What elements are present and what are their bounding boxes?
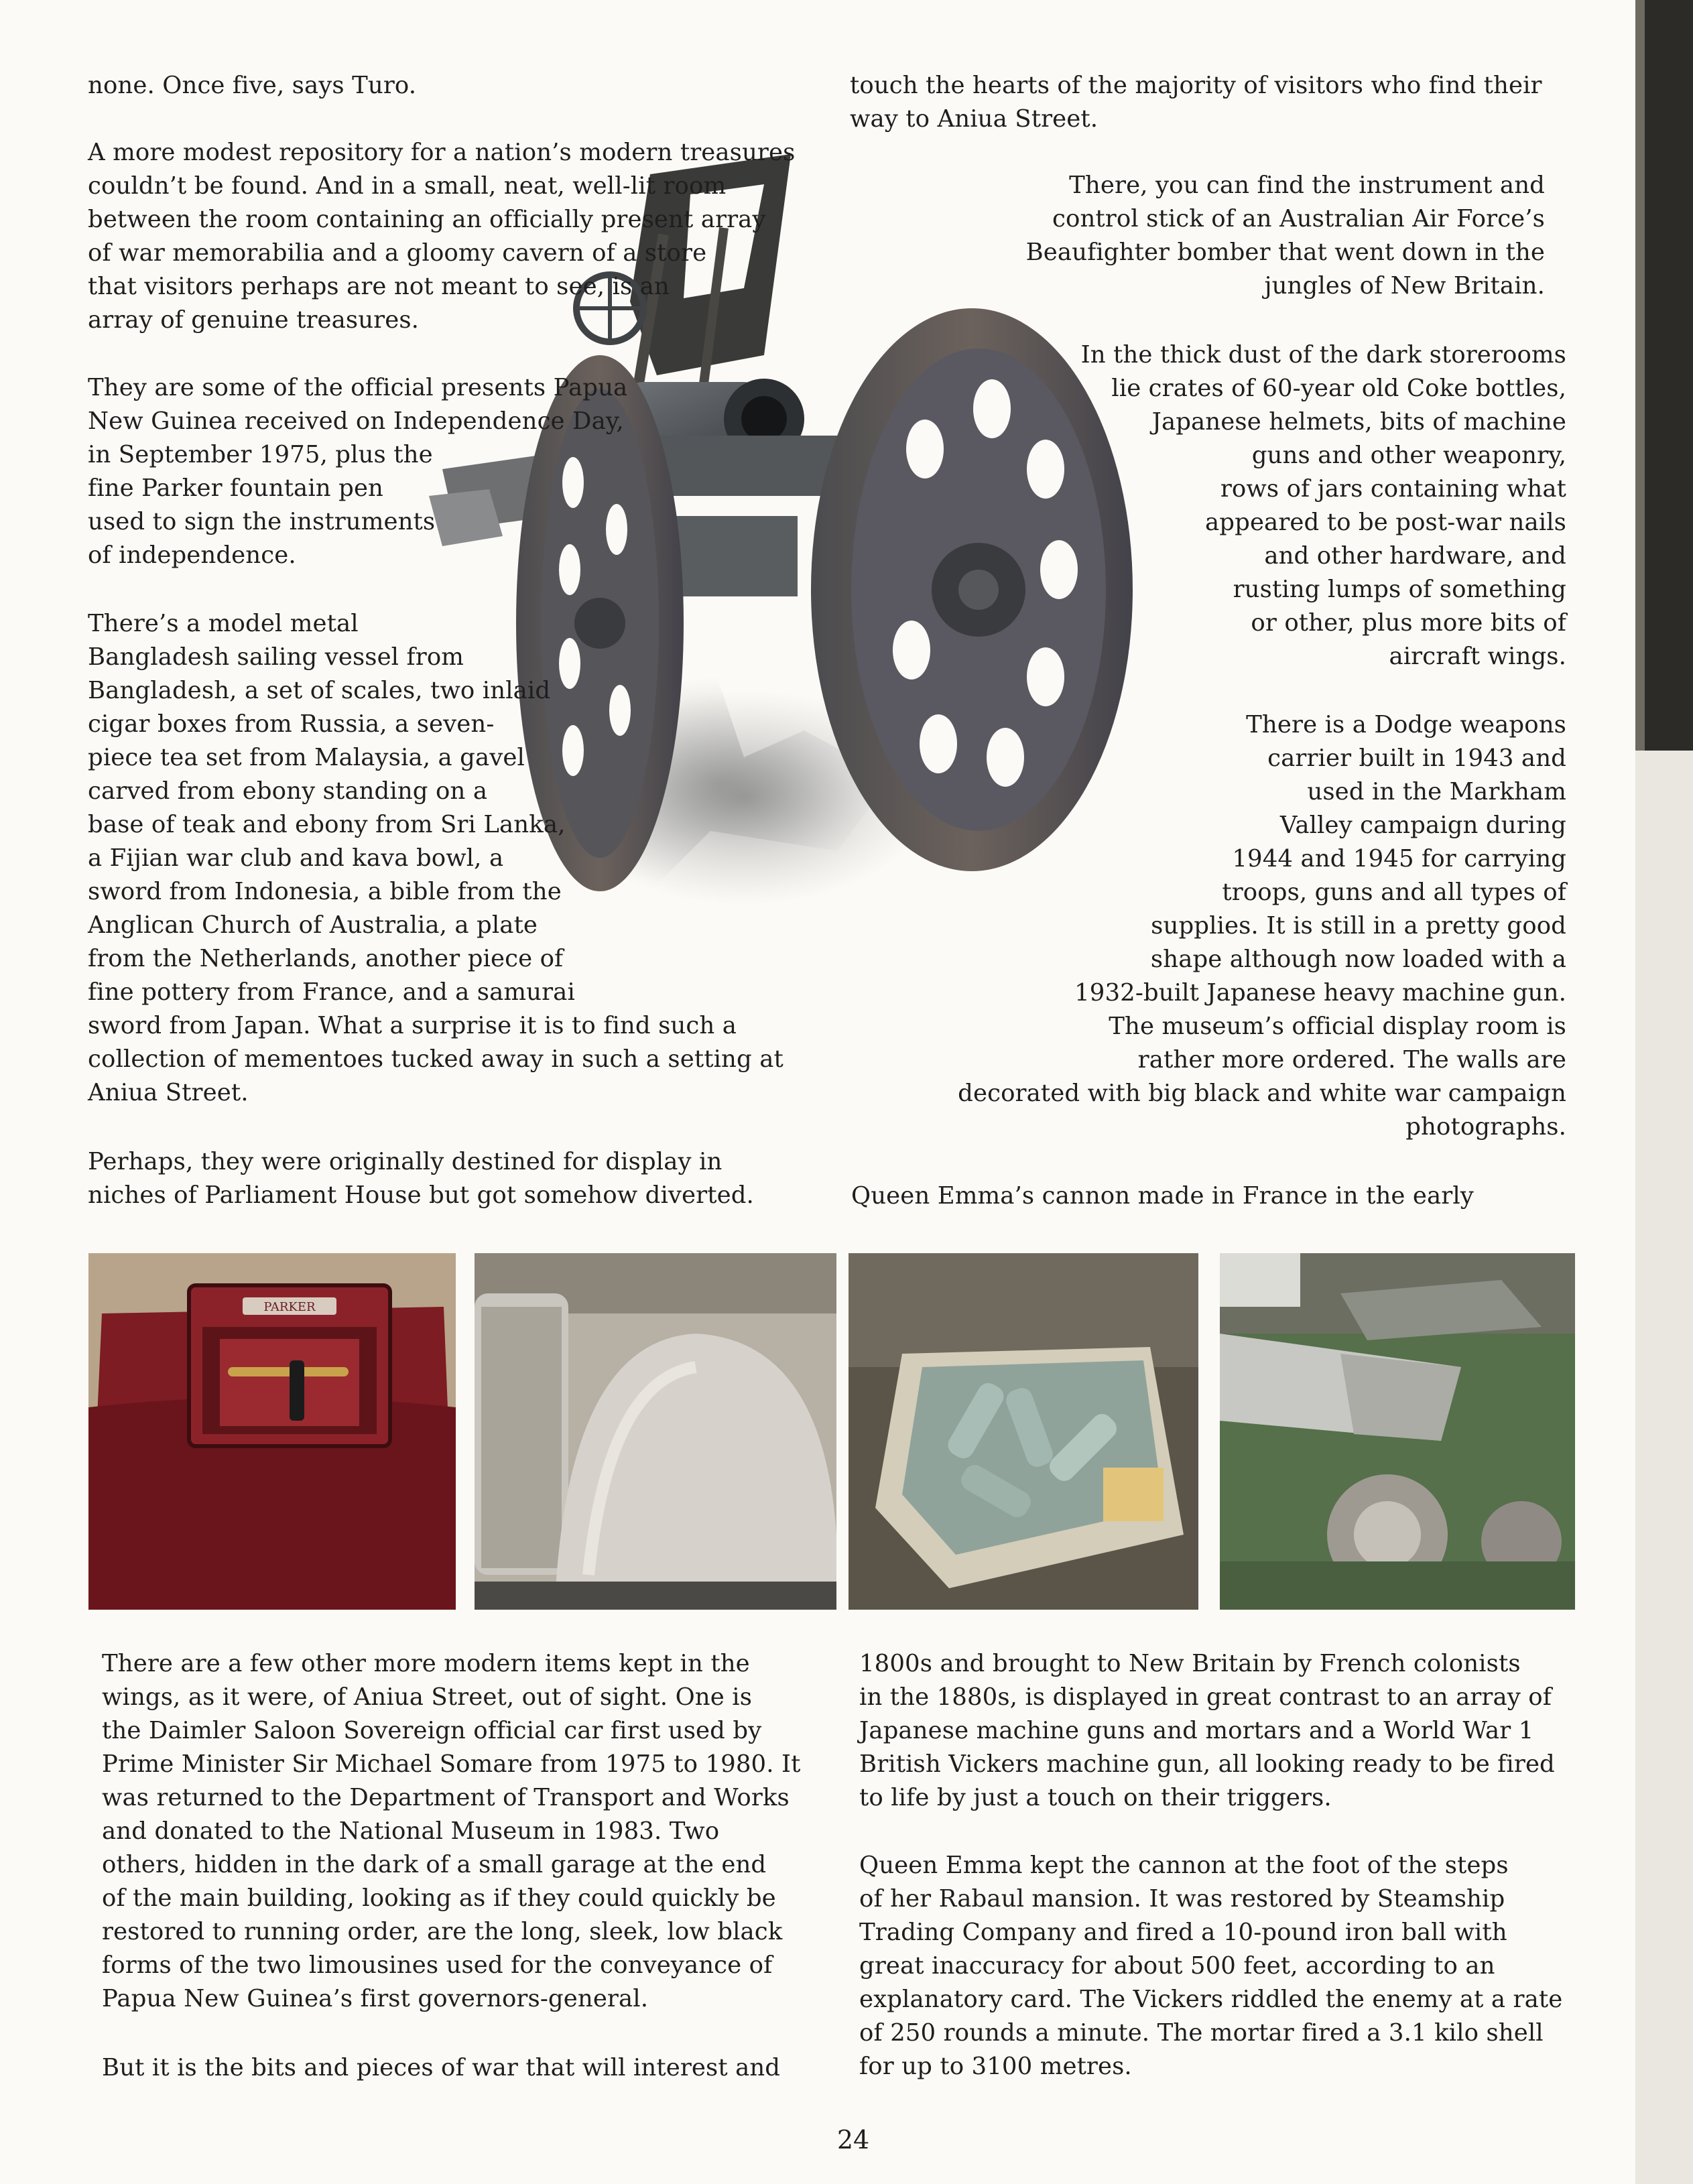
text-upper-left-p1: none. Once five, says Turo.	[88, 72, 417, 99]
photo-aircraft-wreckage	[1220, 1253, 1575, 1610]
pen-box-label: PARKER	[263, 1300, 316, 1314]
facing-page-edge	[1635, 0, 1693, 2184]
text-upper-left-p3: They are some of the official presents Papua New Guinea received on Independence Day, in September 1975, plus the fine Parker fountain pen used to sign the instruments of independence.	[88, 374, 628, 569]
text-upper-left-p4: There’s a model metal Bangladesh sailing vessel from Bangladesh, a set of scales, two inlaid cigar boxes from Russia, a seven- piece tea set from Malaysia, a gavel carved from ebony standing on a base of teak and ebony from Sri Lanka, a Fijian war club and kava bowl, a sword from Indonesia, a bible from the Anglican Church of Australia, a plate from the Netherlands, another piece of fine pottery from France, and a samurai sword from Japan. What a surprise it is to find such a collection of mementoes tucked away in such a setting at Aniua Street.	[88, 610, 783, 1106]
text-upper-right-p3: In the thick dust of the dark storerooms lie crates of 60-year old Coke bottles, Japanese helmets, bits of machine guns and other weaponry, rows of jars containing what appeared to be post-war nails and other hardware, and rusting lumps of something or other, plus more bits of aircraft wings.	[1080, 341, 1566, 670]
text-lower-left-p1: There are a few other more modern items kept in the wings, as it were, of Aniua Street, out of sight. One is the Daimler Saloon Sovereign official car first used by Prime Minister Sir Michael Somare from 1975 to 1980. It was returned to the Department of Transport and Works and donated to the National Museum in 1983. Two others, hidden in the dark of a small garage at the end of the main building, looking as if they could quickly be restored to running order, are the long, sleek, low black forms of the two limousines used for the conveyance of Papua New Guinea’s first governors-general.	[102, 1650, 801, 2012]
text-lower-right-p1: 1800s and brought to New Britain by French colonists in the 1880s, is displayed in great contrast to an array of Japanese machine guns and mortars and a World War 1 British Vickers machine gun, all looking ready to be fired to life by just a touch on their triggers.	[859, 1650, 1555, 1811]
facing-page-lower	[1635, 751, 1693, 2184]
text-upper-right-p1: touch the hearts of the majority of visitors who find their way to Aniua Street.	[850, 72, 1542, 133]
text-lower-left-p2: But it is the bits and pieces of war that will interest and	[102, 2054, 781, 2081]
text-lower-right-p2: Queen Emma kept the cannon at the foot of the steps of her Rabaul mansion. It was restored by Steamship Trading Company and fired a 10-pound iron ball with great inaccuracy for about 500 feet, according to an explanatory card. The Vickers riddled the enemy at a rate of 250 rounds a minute. The mortar fired a 3.1 kilo shell for up to 3100 metres.	[859, 1852, 1563, 2080]
text-upper-right-p4: There is a Dodge weapons carrier built in 1943 and used in the Markham Valley campaign during 1944 and 1945 for carrying troops, guns and all types of supplies. It is still in a pretty good shape although now loaded with a 1932-built Japanese heavy machine gun. The museum’s official display room is rather more ordered. The walls are decorated with big black and white war campaign photographs.	[958, 711, 1566, 1141]
page-number: 24	[836, 2125, 870, 2155]
text-upper-left-p2: A more modest repository for a nation’s modern treasures couldn’t be found. And in a small, neat, well-lit room between the room containing an officially present array of war memorabilia and a gloomy cavern of a store that visitors perhaps are not meant to see, is an array of genuine treasures.	[88, 139, 796, 334]
text-upper-left-p5: Perhaps, they were originally destined for display in niches of Parliament House but got somehow diverted.	[88, 1148, 754, 1209]
photo-parker-pen-box	[88, 1253, 456, 1610]
photo-coke-bottle-crate	[849, 1253, 1198, 1610]
text-upper-right-p5: Queen Emma’s cannon made in France in the early	[851, 1182, 1474, 1210]
photo-helmet-and-jars	[475, 1253, 836, 1610]
text-upper-right-p2: There, you can find the instrument and control stick of an Australian Air Force’s Beaufighter bomber that went down in the jungles of New Britain.	[1025, 172, 1545, 300]
